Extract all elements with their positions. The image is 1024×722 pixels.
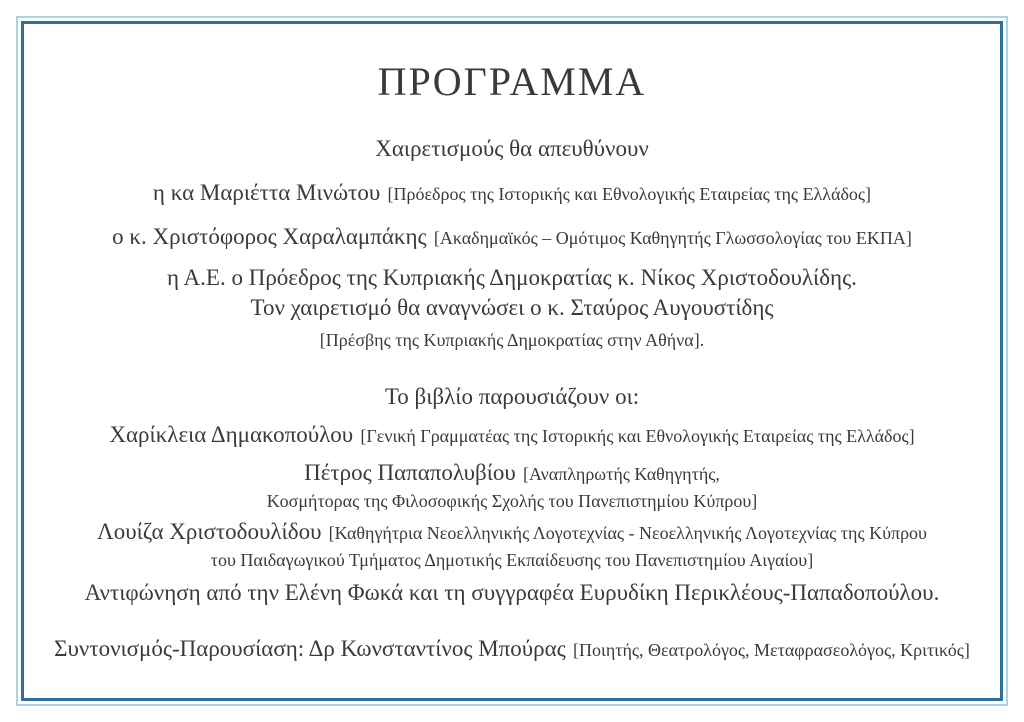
greeting-speaker-line: [42, 178, 982, 209]
reply-line: Αντιφώνηση από την Ελένη Φωκά και τη συγγραφέα Ευρυδίκη Περικλέους-Παπαδοπούλου.: [84, 580, 940, 605]
greetings-heading: Χαιρετισμούς θα απευθύνουν: [375, 136, 649, 161]
presenter-line: [42, 517, 982, 548]
presenter-role: [Γενική Γραμματέας της Ιστορικής και Εθνολογικής Εταιρείας της Ελλάδος]: [360, 426, 915, 446]
presenter-role-continuation: του Παιδαγωγικού Τμήματος Δημοτικής Εκπαίδευσης του Πανεπιστημίου Αιγαίου]: [210, 550, 814, 570]
moderator-name: Συντονισμός-Παρουσίαση: Δρ Κωνσταντίνος Μπούρας: [54, 636, 566, 661]
presenter-line: [42, 420, 982, 451]
page-title: ΠΡΟΓΡΑΜΜΑ: [377, 59, 647, 104]
presenter-name: Λουίζα Χριστοδουλίδου: [97, 519, 322, 544]
moderator-role: [Ποιητής, Θεατρολόγος, Μεταφρασεολόγος, Κριτικός]: [572, 640, 970, 660]
program-content: [24, 24, 1000, 698]
speaker-role: [Πρόεδρος της Ιστορικής και Εθνολογικής Εταιρείας της Ελλάδος]: [387, 184, 872, 204]
speaker-role: [Ακαδημαϊκός – Ομότιμος Καθηγητής Γλωσσολογίας του ΕΚΠΑ]: [433, 228, 912, 248]
presenter-role-continuation: Κοσμήτορας της Φιλοσοφικής Σχολής του Πανεπιστημίου Κύπρου]: [266, 491, 758, 511]
speaker-name: η κα Μαριέττα Μινώτου: [152, 180, 381, 205]
presenter-line: [42, 458, 982, 489]
presentation-heading: Το βιβλίο παρουσιάζουν οι:: [384, 384, 640, 409]
moderation-line: [42, 634, 982, 665]
outer-border: [16, 16, 1008, 706]
presenter-role: [Αναπληρωτής Καθηγητής,: [523, 464, 720, 484]
president-line: η Α.Ε. ο Πρόεδρος της Κυπριακής Δημοκρατίας κ. Νίκος Χριστοδουλίδης.: [167, 265, 857, 290]
greeting-speaker-line: [42, 222, 982, 253]
reader-role: [Πρέσβης της Κυπριακής Δημοκρατίας στην Αθήνα].: [319, 330, 705, 350]
speaker-name: ο κ. Χριστόφορος Χαραλαμπάκης: [112, 224, 427, 249]
presenter-name: Χαρίκλεια Δημακοπούλου: [109, 422, 354, 447]
presenter-role: [Καθηγήτρια Νεοελληνικής Λογοτεχνίας - Νεοελληνικής Λογοτεχνίας της Κύπρου: [328, 523, 927, 543]
inner-border: [21, 21, 1003, 701]
reader-line: Τον χαιρετισμό θα αναγνώσει ο κ. Σταύρος Αυγουστίδης: [250, 295, 774, 320]
presenter-name: Πέτρος Παπαπολυβίου: [304, 460, 516, 485]
